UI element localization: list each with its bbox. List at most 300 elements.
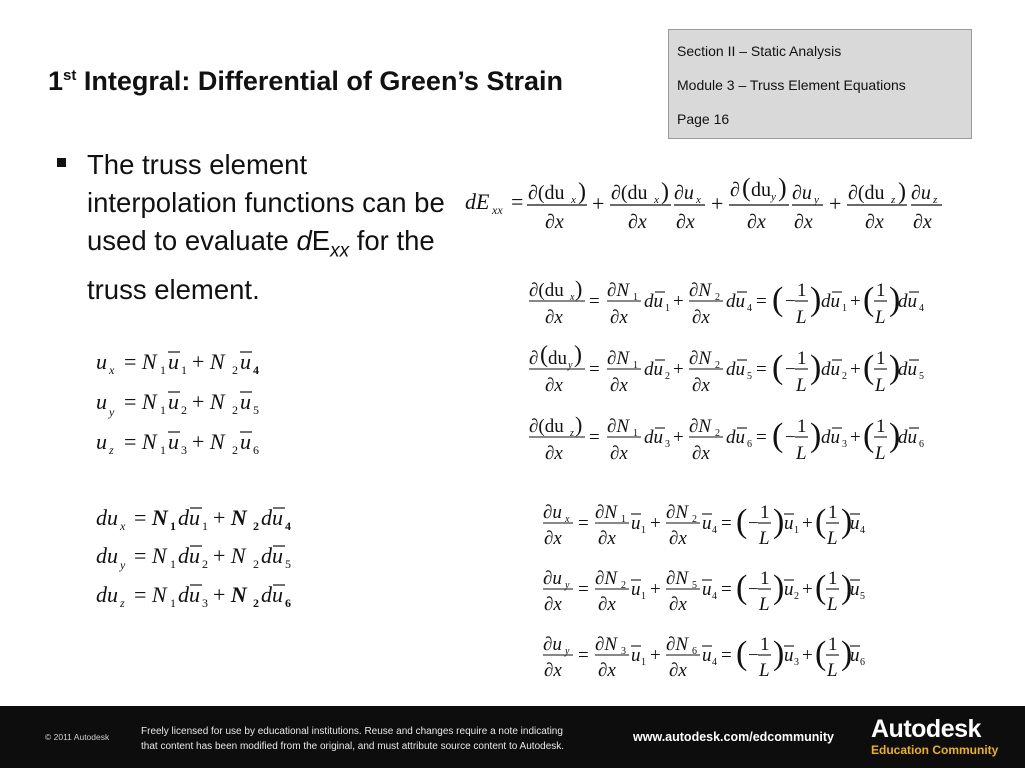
svg-text:): ) bbox=[773, 503, 785, 540]
svg-text:+: + bbox=[711, 191, 724, 216]
equation-dux-dx bbox=[543, 498, 903, 550]
svg-text:du: du bbox=[96, 582, 118, 607]
svg-text:(: ( bbox=[772, 349, 784, 386]
svg-text:du: du bbox=[726, 291, 745, 312]
svg-text:du: du bbox=[96, 505, 118, 530]
svg-text:6: 6 bbox=[253, 443, 259, 457]
svg-text:6: 6 bbox=[860, 657, 865, 668]
svg-text:u: u bbox=[240, 349, 251, 374]
svg-text:2: 2 bbox=[715, 360, 720, 371]
svg-text:L: L bbox=[759, 594, 770, 615]
svg-text:4: 4 bbox=[253, 363, 259, 377]
svg-text:2: 2 bbox=[232, 403, 238, 417]
svg-text:u: u bbox=[850, 579, 860, 600]
svg-text:): ) bbox=[810, 349, 822, 386]
svg-text:4: 4 bbox=[712, 657, 717, 668]
autodesk-logo: Autodesk bbox=[871, 715, 981, 743]
svg-text:+: + bbox=[829, 191, 842, 216]
svg-text:1: 1 bbox=[797, 280, 807, 301]
svg-text:1: 1 bbox=[760, 568, 770, 589]
svg-text:z: z bbox=[570, 428, 574, 439]
svg-text:=: = bbox=[511, 189, 524, 214]
svg-text:−: − bbox=[748, 513, 759, 534]
svg-text:=: = bbox=[721, 579, 732, 600]
svg-text:u: u bbox=[240, 389, 251, 414]
svg-text:5: 5 bbox=[860, 591, 865, 602]
svg-text:u: u bbox=[240, 429, 251, 454]
svg-text:): ) bbox=[575, 276, 583, 301]
svg-text:): ) bbox=[889, 349, 901, 386]
svg-text:∂(du: ∂(du bbox=[611, 182, 648, 204]
svg-text:1: 1 bbox=[876, 280, 886, 301]
svg-text:=: = bbox=[756, 291, 767, 312]
svg-text:2: 2 bbox=[794, 591, 799, 602]
svg-text:L: L bbox=[875, 443, 886, 464]
svg-text:y: y bbox=[565, 646, 570, 657]
svg-text:1: 1 bbox=[633, 360, 638, 371]
svg-text:u: u bbox=[702, 645, 712, 666]
svg-text:+: + bbox=[592, 191, 605, 216]
equation-duz-dx bbox=[543, 630, 903, 682]
svg-text:2: 2 bbox=[253, 519, 259, 533]
svg-text:=: = bbox=[589, 427, 600, 448]
svg-text:): ) bbox=[661, 179, 669, 205]
equation-uz bbox=[96, 425, 296, 459]
svg-text:du: du bbox=[898, 427, 917, 448]
svg-text:−: − bbox=[748, 579, 759, 600]
svg-text:∂x: ∂x bbox=[669, 528, 687, 549]
svg-text:5: 5 bbox=[919, 371, 924, 382]
svg-text:): ) bbox=[778, 173, 787, 202]
svg-text:u: u bbox=[96, 429, 107, 454]
svg-text:4: 4 bbox=[860, 525, 865, 536]
svg-text:1: 1 bbox=[160, 403, 166, 417]
svg-text:1: 1 bbox=[633, 292, 638, 303]
svg-text:(: ( bbox=[863, 281, 875, 318]
svg-text:−: − bbox=[748, 645, 759, 666]
svg-text:=: = bbox=[721, 645, 732, 666]
svg-text:=: = bbox=[721, 513, 732, 534]
svg-text:(: ( bbox=[863, 349, 875, 386]
svg-text:∂x: ∂x bbox=[544, 660, 562, 681]
page-label: Page 16 bbox=[677, 111, 730, 127]
module-label: Module 3 – Truss Element Equations bbox=[677, 77, 906, 93]
svg-text:du: du bbox=[726, 359, 745, 380]
svg-text:2: 2 bbox=[202, 557, 208, 571]
svg-text:6: 6 bbox=[692, 646, 697, 657]
svg-text:1: 1 bbox=[876, 416, 886, 437]
svg-text:1: 1 bbox=[170, 596, 176, 610]
svg-text:1: 1 bbox=[828, 634, 838, 655]
license-line-1: Freely licensed for use by educational institutions. Reuse and changes require a note indicating bbox=[141, 726, 563, 737]
svg-text:∂x: ∂x bbox=[669, 660, 687, 681]
svg-text:2: 2 bbox=[253, 557, 259, 571]
svg-text:∂N: ∂N bbox=[666, 502, 689, 523]
svg-text:du: du bbox=[821, 291, 840, 312]
svg-text:u: u bbox=[631, 513, 641, 534]
svg-text:+: + bbox=[802, 579, 813, 600]
svg-text:u: u bbox=[96, 349, 107, 374]
svg-text:1: 1 bbox=[797, 416, 807, 437]
copyright-text: © 2011 Autodesk bbox=[45, 732, 110, 742]
svg-text:2: 2 bbox=[715, 428, 720, 439]
svg-text:= N: = N bbox=[134, 543, 167, 568]
svg-text:∂N: ∂N bbox=[595, 502, 618, 523]
svg-text:∂(du: ∂(du bbox=[529, 280, 564, 301]
svg-text:∂(du: ∂(du bbox=[529, 416, 564, 437]
equation-duy-dx bbox=[543, 564, 903, 616]
svg-text:3: 3 bbox=[665, 439, 670, 450]
equation-duz bbox=[96, 577, 316, 611]
svg-text:5: 5 bbox=[747, 371, 752, 382]
svg-text:2: 2 bbox=[232, 363, 238, 377]
svg-text:du: du bbox=[96, 543, 118, 568]
bullet-text: The truss element interpolation functions can be used to evaluate $dE_{xx}$ for the truss element. bbox=[87, 149, 445, 305]
svg-text:= N: = N bbox=[124, 349, 157, 374]
svg-text:(: ( bbox=[815, 635, 827, 672]
svg-text:du: du bbox=[178, 505, 200, 530]
svg-text:−: − bbox=[785, 291, 796, 312]
equation-dux bbox=[96, 500, 316, 534]
svg-text:∂N: ∂N bbox=[607, 280, 630, 301]
svg-text:): ) bbox=[773, 635, 785, 672]
svg-text:(: ( bbox=[736, 503, 748, 540]
svg-text:du: du bbox=[548, 348, 567, 369]
svg-text:z: z bbox=[120, 596, 125, 610]
svg-text:xx: xx bbox=[492, 203, 503, 217]
svg-text:−: − bbox=[785, 427, 796, 448]
svg-text:∂x: ∂x bbox=[676, 211, 695, 233]
svg-text:(: ( bbox=[863, 417, 875, 454]
svg-text:du: du bbox=[261, 505, 283, 530]
svg-text:L: L bbox=[875, 307, 886, 328]
svg-text:(: ( bbox=[736, 569, 748, 606]
svg-text:du: du bbox=[178, 582, 200, 607]
svg-text:2: 2 bbox=[181, 403, 187, 417]
svg-text:+: + bbox=[850, 427, 861, 448]
svg-text:x: x bbox=[570, 292, 575, 303]
svg-text:du: du bbox=[644, 427, 663, 448]
svg-text:1: 1 bbox=[876, 348, 886, 369]
svg-text:=: = bbox=[589, 359, 600, 380]
svg-text:4: 4 bbox=[712, 591, 717, 602]
svg-text:): ) bbox=[889, 417, 901, 454]
svg-text:∂x: ∂x bbox=[628, 211, 647, 233]
svg-text:u: u bbox=[850, 513, 860, 534]
svg-text:du: du bbox=[821, 427, 840, 448]
license-line-2: that content has been modified from the original, and must attribute source content to Autodesk. bbox=[141, 741, 565, 752]
svg-text:∂(du: ∂(du bbox=[528, 182, 565, 204]
svg-text:5: 5 bbox=[253, 403, 259, 417]
svg-text:du: du bbox=[644, 291, 663, 312]
svg-text:y: y bbox=[771, 191, 776, 203]
license-text bbox=[141, 724, 564, 754]
svg-text:du: du bbox=[898, 291, 917, 312]
svg-text:1: 1 bbox=[641, 657, 646, 668]
svg-text:4: 4 bbox=[919, 303, 924, 314]
svg-text:+: + bbox=[802, 513, 813, 534]
svg-text:1: 1 bbox=[170, 519, 176, 533]
svg-text:∂x: ∂x bbox=[545, 211, 564, 233]
svg-text:y: y bbox=[814, 194, 819, 206]
svg-text:1: 1 bbox=[170, 557, 176, 571]
bullet-square-icon bbox=[57, 158, 66, 167]
equation-d-dux-dx bbox=[527, 272, 927, 330]
svg-text:=: = bbox=[756, 359, 767, 380]
svg-text:∂N: ∂N bbox=[607, 348, 630, 369]
svg-text:u: u bbox=[631, 579, 641, 600]
svg-text:(: ( bbox=[815, 569, 827, 606]
svg-text:1: 1 bbox=[794, 525, 799, 536]
svg-text:∂N: ∂N bbox=[595, 634, 618, 655]
svg-text:−: − bbox=[785, 359, 796, 380]
svg-text:= N: = N bbox=[124, 429, 157, 454]
svg-text:+: + bbox=[650, 645, 661, 666]
svg-text:3: 3 bbox=[842, 439, 847, 450]
svg-text:4: 4 bbox=[747, 303, 752, 314]
svg-text:L: L bbox=[796, 307, 807, 328]
svg-text:x: x bbox=[109, 363, 115, 377]
svg-text:x: x bbox=[571, 194, 576, 206]
svg-text:y: y bbox=[568, 360, 573, 371]
svg-text:∂N: ∂N bbox=[689, 280, 712, 301]
svg-text:1: 1 bbox=[181, 363, 187, 377]
svg-text:(: ( bbox=[772, 417, 784, 454]
svg-text:+ N: + N bbox=[192, 349, 225, 374]
svg-text:∂N: ∂N bbox=[595, 568, 618, 589]
equation-uy bbox=[96, 385, 296, 421]
svg-text:2: 2 bbox=[621, 580, 626, 591]
svg-text:∂x: ∂x bbox=[692, 307, 710, 328]
svg-text:4: 4 bbox=[712, 525, 717, 536]
svg-text:L: L bbox=[759, 528, 770, 549]
svg-text:5: 5 bbox=[692, 580, 697, 591]
title-superscript: st bbox=[63, 67, 77, 84]
svg-text:∂u: ∂u bbox=[674, 182, 694, 204]
svg-text:+ N: + N bbox=[213, 543, 246, 568]
svg-text:∂x: ∂x bbox=[794, 211, 813, 233]
svg-text:∂x: ∂x bbox=[865, 211, 884, 233]
svg-text:y: y bbox=[109, 405, 115, 419]
svg-text:+: + bbox=[673, 291, 684, 312]
svg-text:=: = bbox=[578, 579, 589, 600]
svg-text:∂u: ∂u bbox=[911, 182, 931, 204]
svg-text:∂x: ∂x bbox=[669, 594, 687, 615]
svg-text:L: L bbox=[827, 528, 838, 549]
edcommunity-link[interactable]: www.autodesk.com/edcommunity bbox=[633, 730, 834, 744]
svg-text:): ) bbox=[898, 179, 906, 205]
svg-text:∂: ∂ bbox=[529, 348, 539, 369]
page-title bbox=[48, 66, 563, 97]
svg-text:∂x: ∂x bbox=[692, 443, 710, 464]
svg-text:): ) bbox=[810, 417, 822, 454]
svg-text:+: + bbox=[650, 513, 661, 534]
svg-text:∂u: ∂u bbox=[543, 568, 562, 589]
svg-text:3: 3 bbox=[621, 646, 626, 657]
svg-text:1: 1 bbox=[621, 514, 626, 525]
svg-text:): ) bbox=[841, 569, 853, 606]
equation-dexx bbox=[465, 172, 955, 234]
svg-text:u: u bbox=[784, 513, 794, 534]
svg-text:): ) bbox=[841, 503, 853, 540]
svg-text:∂x: ∂x bbox=[545, 307, 563, 328]
svg-text:2: 2 bbox=[842, 371, 847, 382]
svg-text:2: 2 bbox=[692, 514, 697, 525]
svg-text:∂N: ∂N bbox=[689, 416, 712, 437]
svg-text:): ) bbox=[574, 342, 582, 368]
svg-text:+: + bbox=[802, 645, 813, 666]
svg-text:du: du bbox=[898, 359, 917, 380]
svg-text:3: 3 bbox=[181, 443, 187, 457]
svg-text:z: z bbox=[109, 443, 114, 457]
svg-text:1: 1 bbox=[641, 591, 646, 602]
svg-text:1: 1 bbox=[202, 519, 208, 533]
svg-text:u: u bbox=[631, 645, 641, 666]
svg-text:∂x: ∂x bbox=[610, 443, 628, 464]
svg-text:L: L bbox=[827, 660, 838, 681]
equation-ux bbox=[96, 345, 296, 379]
svg-text:1: 1 bbox=[760, 502, 770, 523]
education-community-label: Education Community bbox=[871, 743, 999, 757]
svg-text:+: + bbox=[673, 427, 684, 448]
svg-text:∂x: ∂x bbox=[545, 443, 563, 464]
svg-text:∂: ∂ bbox=[730, 179, 740, 201]
svg-text:∂x: ∂x bbox=[598, 528, 616, 549]
svg-text:): ) bbox=[773, 569, 785, 606]
svg-text:2: 2 bbox=[665, 371, 670, 382]
svg-text:u: u bbox=[702, 513, 712, 534]
svg-text:y: y bbox=[565, 580, 570, 591]
svg-text:= N: = N bbox=[124, 389, 157, 414]
svg-text:=: = bbox=[589, 291, 600, 312]
svg-text:): ) bbox=[889, 281, 901, 318]
svg-text:u: u bbox=[702, 579, 712, 600]
svg-text:1: 1 bbox=[160, 443, 166, 457]
svg-text:6: 6 bbox=[285, 596, 291, 610]
svg-text:∂x: ∂x bbox=[747, 211, 766, 233]
svg-text:∂N: ∂N bbox=[689, 348, 712, 369]
svg-text:=: = bbox=[578, 513, 589, 534]
svg-text:1: 1 bbox=[828, 502, 838, 523]
svg-text:u: u bbox=[784, 645, 794, 666]
svg-text:=: = bbox=[756, 427, 767, 448]
section-info-box bbox=[668, 29, 972, 139]
svg-text:y: y bbox=[120, 558, 126, 572]
svg-text:6: 6 bbox=[747, 439, 752, 450]
svg-text:∂x: ∂x bbox=[610, 307, 628, 328]
svg-text:∂u: ∂u bbox=[543, 502, 562, 523]
svg-text:1: 1 bbox=[828, 568, 838, 589]
svg-text:x: x bbox=[120, 519, 126, 533]
svg-text:2: 2 bbox=[253, 596, 259, 610]
svg-text:3: 3 bbox=[794, 657, 799, 668]
svg-text:u: u bbox=[96, 389, 107, 414]
svg-text:u: u bbox=[168, 429, 179, 454]
svg-text:1: 1 bbox=[665, 303, 670, 314]
svg-text:= N: = N bbox=[134, 505, 168, 530]
svg-text:u: u bbox=[168, 389, 179, 414]
svg-text:L: L bbox=[875, 375, 886, 396]
svg-text:): ) bbox=[575, 412, 583, 437]
svg-text:3: 3 bbox=[202, 596, 208, 610]
svg-text:du: du bbox=[821, 359, 840, 380]
svg-text:): ) bbox=[578, 179, 586, 205]
svg-text:∂x: ∂x bbox=[692, 375, 710, 396]
svg-text:∂x: ∂x bbox=[598, 594, 616, 615]
svg-text:du: du bbox=[644, 359, 663, 380]
svg-text:6: 6 bbox=[919, 439, 924, 450]
svg-text:(: ( bbox=[815, 503, 827, 540]
svg-text:+: + bbox=[850, 359, 861, 380]
svg-text:L: L bbox=[827, 594, 838, 615]
svg-text:): ) bbox=[810, 281, 822, 318]
svg-text:+ N: + N bbox=[213, 505, 247, 530]
svg-text:1: 1 bbox=[633, 428, 638, 439]
svg-text:(: ( bbox=[772, 281, 784, 318]
svg-text:= N: = N bbox=[134, 582, 167, 607]
svg-text:x: x bbox=[696, 194, 701, 206]
svg-text:∂x: ∂x bbox=[610, 375, 628, 396]
equation-duy bbox=[96, 538, 316, 574]
svg-text:+: + bbox=[850, 291, 861, 312]
section-label: Section II – Static Analysis bbox=[677, 43, 842, 59]
svg-text:dE: dE bbox=[465, 189, 490, 214]
svg-text:1: 1 bbox=[641, 525, 646, 536]
svg-text:1: 1 bbox=[760, 634, 770, 655]
svg-text:+ N: + N bbox=[192, 429, 225, 454]
svg-text:du: du bbox=[751, 179, 771, 201]
svg-text:2: 2 bbox=[715, 292, 720, 303]
svg-text:x: x bbox=[565, 514, 570, 525]
title-text: Integral: Differential of Green’s Strain bbox=[76, 66, 563, 96]
svg-text:du: du bbox=[178, 543, 200, 568]
svg-text:u: u bbox=[168, 349, 179, 374]
svg-text:+: + bbox=[650, 579, 661, 600]
svg-text:(: ( bbox=[736, 635, 748, 672]
svg-text:∂u: ∂u bbox=[792, 182, 812, 204]
svg-text:L: L bbox=[796, 443, 807, 464]
svg-text:du: du bbox=[261, 582, 283, 607]
svg-text:∂x: ∂x bbox=[913, 211, 932, 233]
svg-text:du: du bbox=[261, 543, 283, 568]
svg-text:+ N: + N bbox=[192, 389, 225, 414]
svg-text:x: x bbox=[654, 194, 659, 206]
svg-text:+ N: + N bbox=[213, 582, 247, 607]
svg-text:∂x: ∂x bbox=[545, 375, 563, 396]
svg-text:∂(du: ∂(du bbox=[848, 182, 885, 204]
svg-text:∂N: ∂N bbox=[666, 634, 689, 655]
svg-text:5: 5 bbox=[285, 557, 291, 571]
svg-text:L: L bbox=[796, 375, 807, 396]
svg-text:∂N: ∂N bbox=[666, 568, 689, 589]
equation-d-duz-dx bbox=[527, 408, 927, 466]
svg-text:1: 1 bbox=[160, 363, 166, 377]
svg-text:∂x: ∂x bbox=[598, 660, 616, 681]
svg-text:): ) bbox=[841, 635, 853, 672]
title-number: 1 bbox=[48, 66, 64, 96]
svg-text:z: z bbox=[933, 194, 938, 206]
svg-text:∂x: ∂x bbox=[544, 528, 562, 549]
svg-text:+: + bbox=[673, 359, 684, 380]
svg-text:4: 4 bbox=[285, 519, 291, 533]
svg-text:du: du bbox=[726, 427, 745, 448]
svg-text:(: ( bbox=[742, 173, 751, 202]
equation-d-duy-dx bbox=[527, 340, 927, 398]
svg-text:1: 1 bbox=[797, 348, 807, 369]
svg-text:z: z bbox=[891, 194, 896, 206]
svg-text:2: 2 bbox=[232, 443, 238, 457]
svg-text:∂N: ∂N bbox=[607, 416, 630, 437]
